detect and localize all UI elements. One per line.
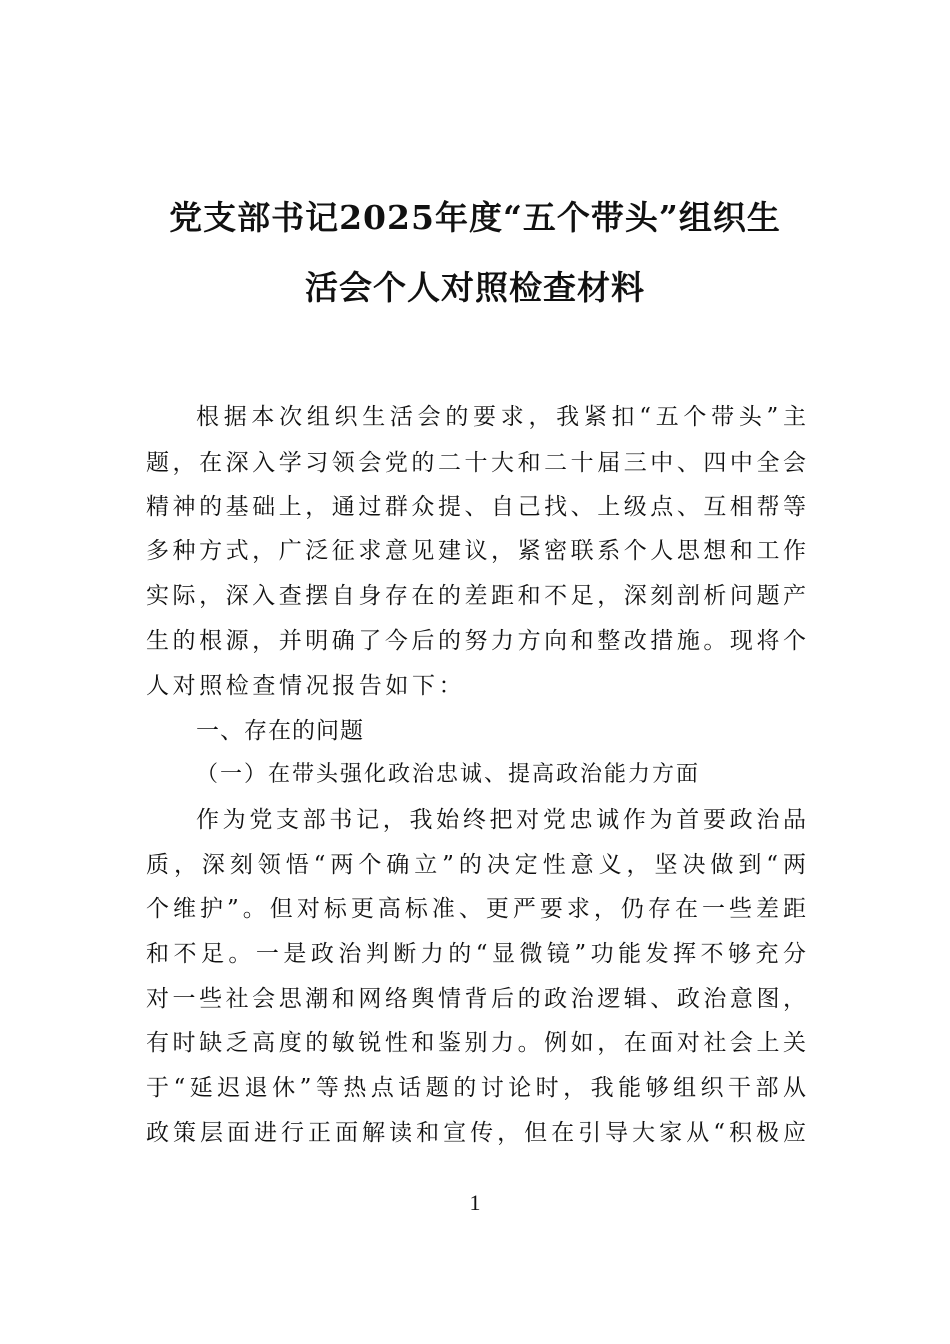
intro-line-6: 生的根源，并明确了今后的努力方向和整改措施。现将个 [146,628,806,654]
subsection-heading: （一）在带头强化政治忠诚、提高政治能力方面 [196,762,701,787]
document-title-line-2: 活会个人对照检查材料 [305,268,645,307]
body-line-1: 作为党支部书记，我始终把对党忠诚作为首要政治品 [196,807,806,833]
intro-line-5: 实际，深入查摆自身存在的差距和不足，深刻剖析问题产 [146,583,806,609]
intro-line-7: 人对照检查情况报告如下： [146,673,466,699]
page-number: 1 [469,1190,481,1215]
body-line-3: 个维护”。但对标更高标准、更严要求，仍存在一些差距 [146,896,806,922]
body-line-8: 政策层面进行正面解读和宣传，但在引导大家从“积极应 [146,1120,806,1146]
body-line-6: 有时缺乏高度的敏锐性和鉴别力。例如，在面对社会上关 [146,1030,806,1056]
body-line-4: 和不足。一是政治判断力的“显微镜”功能发挥不够充分 [146,941,806,967]
body-line-2: 质，深刻领悟“两个确立”的决定性意义，坚决做到“两 [146,852,806,878]
section-heading: 一、存在的问题 [196,718,364,744]
body-line-7: 于“延迟退休”等热点话题的讨论时，我能够组织干部从 [146,1075,806,1101]
body-line-5: 对一些社会思潮和网络舆情背后的政治逻辑、政治意图， [146,986,806,1012]
intro-line-4: 多种方式，广泛征求意见建议，紧密联系个人思想和工作 [146,538,806,564]
document-title-line-1: 党支部书记2025年度“五个带头”组织生 [169,198,781,237]
intro-line-1: 根据本次组织生活会的要求，我紧扣“五个带头”主 [196,404,806,430]
intro-line-2: 题，在深入学习领会党的二十大和二十届三中、四中全会 [146,450,806,476]
intro-line-3: 精神的基础上，通过群众提、自己找、上级点、互相帮等 [146,494,806,520]
